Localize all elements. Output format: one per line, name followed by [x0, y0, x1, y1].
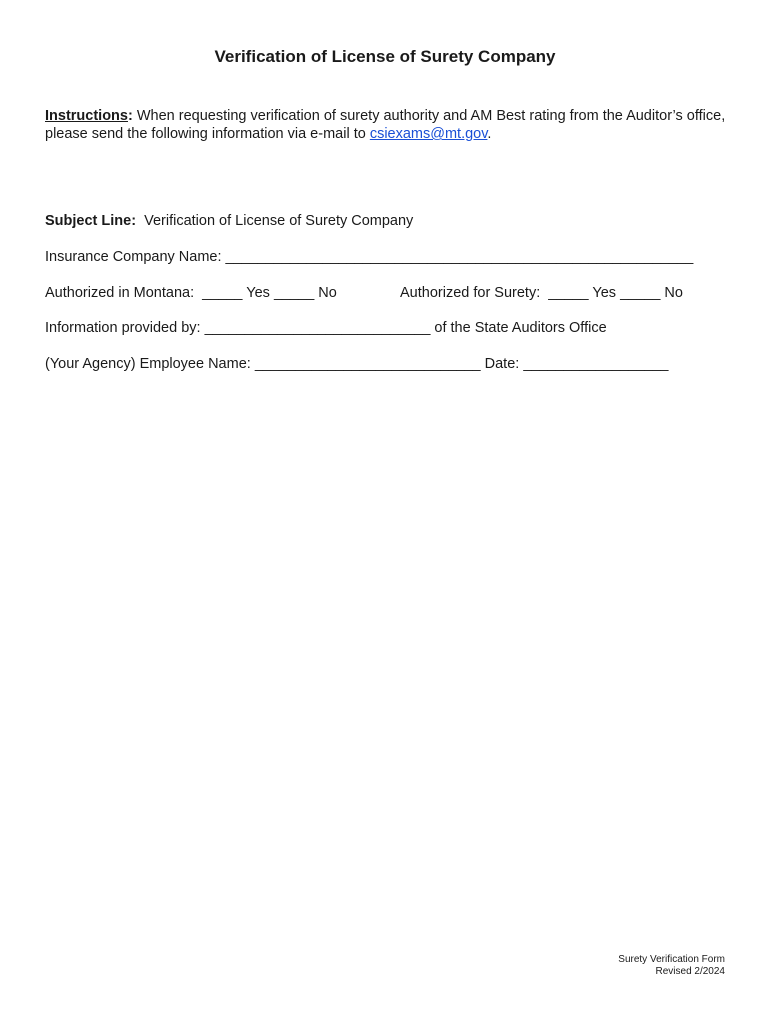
- footer-revised: Revised 2/2024: [655, 966, 725, 977]
- authorized-montana-text: Authorized in Montana: _____ Yes _____ No: [45, 285, 337, 301]
- footer-form-name: Surety Verification Form: [618, 954, 725, 965]
- subject-line-value: Verification of License of Surety Company: [136, 213, 414, 229]
- information-provided-row: [45, 320, 607, 336]
- instructions-end: .: [487, 126, 492, 142]
- authorized-surety-text: Authorized for Surety: _____ Yes _____ No: [400, 285, 683, 301]
- authorized-montana-row: [45, 285, 337, 301]
- authorized-surety-row: [400, 285, 683, 301]
- instructions-paragraph: [45, 107, 730, 143]
- subject-line-row: [45, 213, 413, 229]
- footer: [618, 954, 725, 978]
- instructions-label: Instructions: [45, 108, 128, 124]
- insurance-company-row: [45, 249, 693, 265]
- instructions-colon: :: [127, 108, 133, 124]
- employee-row: [45, 356, 669, 372]
- email-link[interactable]: csiexams@mt.gov: [369, 126, 488, 142]
- insurance-company-field[interactable]: __________________________________________________________: [221, 249, 694, 265]
- insurance-company-label: Insurance Company Name:: [45, 249, 222, 265]
- page-title: Verification of License of Surety Company: [214, 47, 556, 66]
- employee-text: (Your Agency) Employee Name: ____________________________ Date: __________________: [45, 356, 669, 372]
- instructions-text: When requesting verification of surety authority and AM Best rating from the Auditor’s office, please send the following information via e-mail to: [45, 108, 726, 142]
- information-provided-text: Information provided by: ____________________________ of the State Auditors Office: [45, 320, 607, 336]
- subject-line-label: Subject Line:: [45, 213, 137, 229]
